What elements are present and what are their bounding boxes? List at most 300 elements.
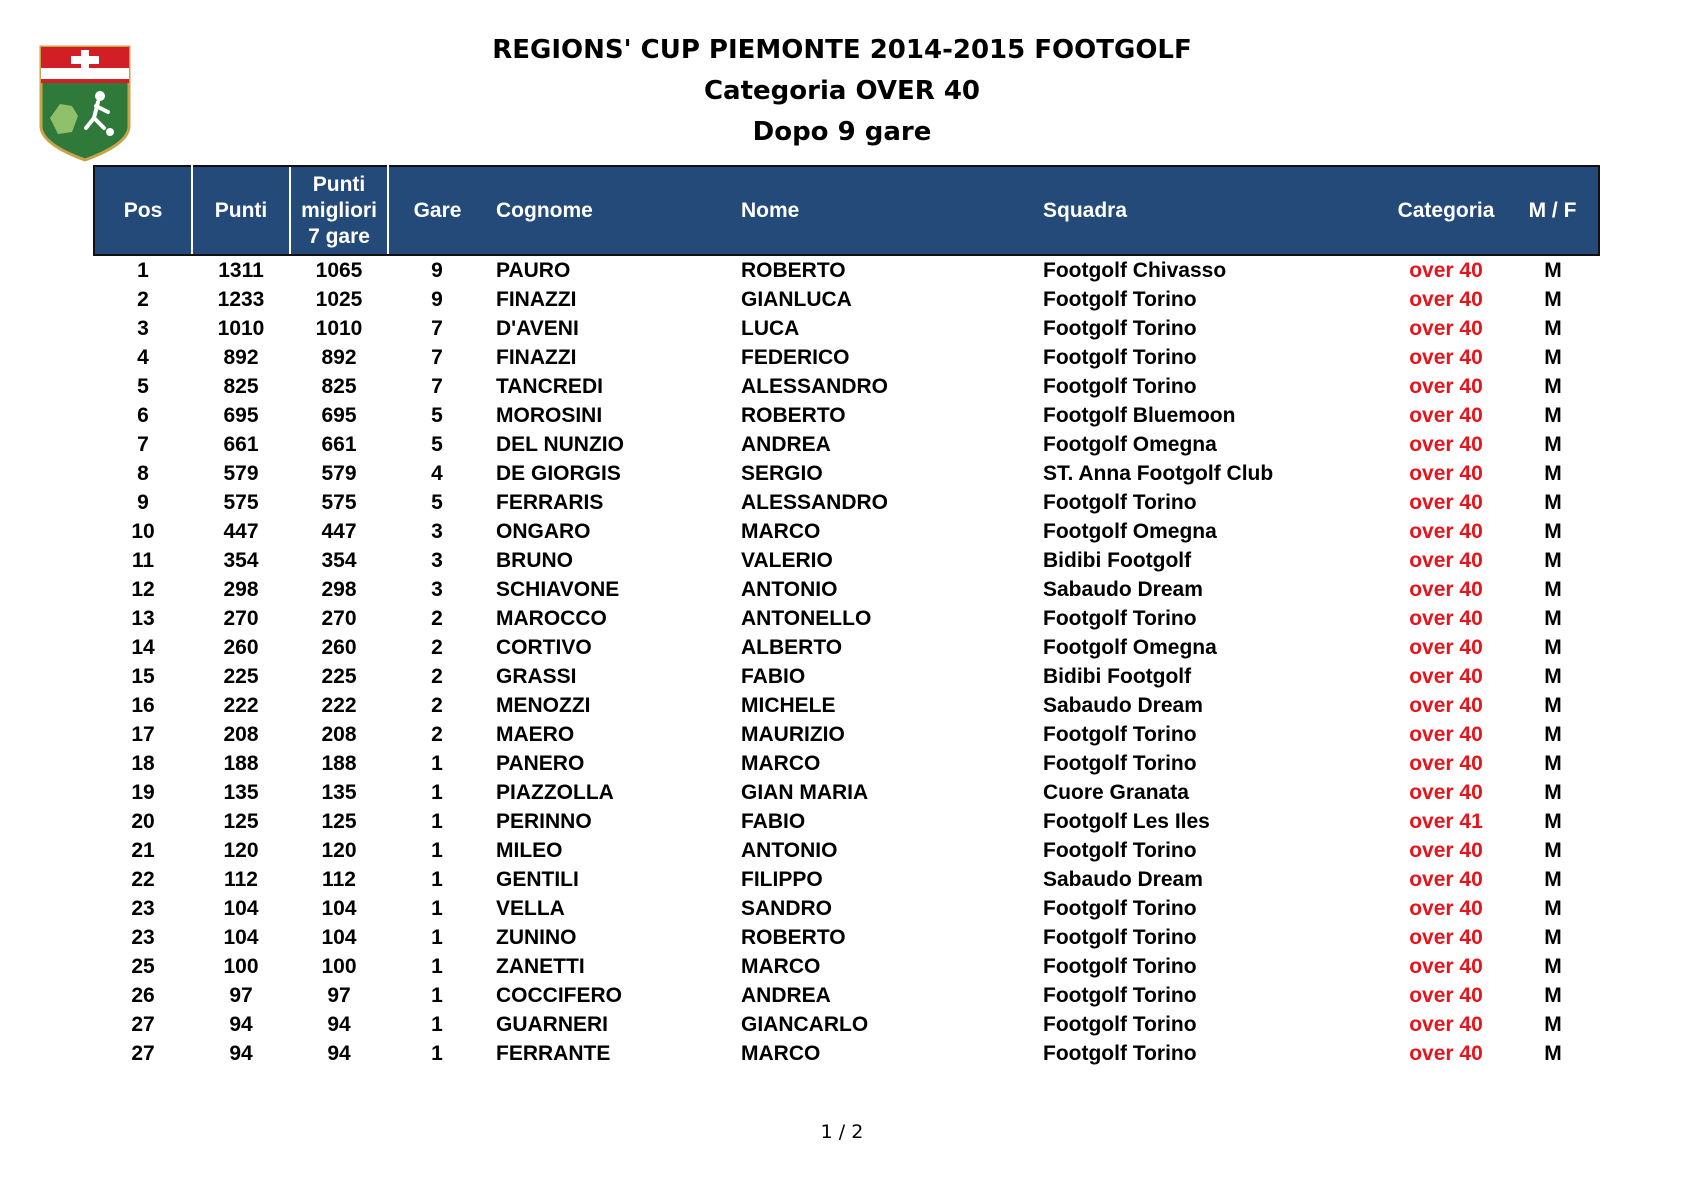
cell-cognome: MAERO: [496, 723, 575, 746]
cell-gare: 1: [431, 1042, 443, 1065]
cell-categoria: over 40: [1409, 926, 1483, 949]
cell-punti-migliori: 354: [321, 549, 357, 572]
cell-nome: ALBERTO: [741, 636, 843, 659]
table-row: [94, 1010, 1599, 1039]
cell-cognome: ZANETTI: [496, 955, 585, 978]
cell-cognome: GUARNERI: [496, 1013, 609, 1036]
cell-punti-migliori: 135: [321, 781, 357, 804]
cell-mf: M: [1544, 926, 1562, 949]
cell-pos: 23: [131, 897, 155, 920]
table-row: [94, 430, 1599, 459]
cell-cognome: PERINNO: [496, 810, 592, 833]
cell-nome: SANDRO: [741, 897, 833, 920]
cell-squadra: Footgolf Torino: [1043, 1013, 1197, 1036]
cell-nome: FEDERICO: [741, 346, 850, 369]
cell-punti-migliori: 579: [321, 462, 357, 485]
cell-squadra: Sabaudo Dream: [1043, 868, 1203, 891]
cell-pos: 5: [137, 375, 149, 398]
cell-gare: 1: [431, 868, 443, 891]
cell-nome: VALERIO: [741, 549, 833, 572]
cell-pos: 3: [137, 317, 149, 340]
cell-cognome: PAURO: [496, 259, 571, 282]
cell-cognome: CORTIVO: [496, 636, 592, 659]
cell-pos: 26: [131, 984, 155, 1007]
cell-nome: GIAN MARIA: [741, 781, 869, 804]
cell-pos: 25: [131, 955, 155, 978]
cell-categoria: over 40: [1409, 288, 1483, 311]
col-header-squadra: Squadra: [1033, 166, 1385, 255]
cell-categoria: over 40: [1409, 549, 1483, 572]
cell-punti-migliori: 270: [321, 607, 357, 630]
cell-punti: 892: [223, 346, 259, 369]
cell-nome: FABIO: [741, 665, 806, 688]
table-row: [94, 807, 1599, 836]
cell-gare: 1: [431, 839, 443, 862]
cell-categoria: over 40: [1409, 462, 1483, 485]
cell-punti-migliori: 695: [321, 404, 357, 427]
cell-nome: GIANCARLO: [741, 1013, 869, 1036]
cell-mf: M: [1544, 636, 1562, 659]
cell-punti: 354: [223, 549, 259, 572]
table-row: [94, 401, 1599, 430]
cell-categoria: over 40: [1409, 984, 1483, 1007]
cell-punti: 298: [223, 578, 259, 601]
cell-mf: M: [1544, 288, 1562, 311]
cell-mf: M: [1544, 462, 1562, 485]
cell-cognome: FINAZZI: [496, 288, 577, 311]
cell-punti-migliori: 1010: [315, 317, 363, 340]
cell-pos: 1: [137, 259, 149, 282]
cell-categoria: over 40: [1409, 578, 1483, 601]
cell-categoria: over 40: [1409, 607, 1483, 630]
cell-gare: 1: [431, 984, 443, 1007]
cell-pos: 6: [137, 404, 149, 427]
cell-punti: 825: [223, 375, 259, 398]
cell-pos: 7: [137, 433, 149, 456]
cell-punti: 1233: [217, 288, 265, 311]
cell-squadra: Footgolf Omegna: [1043, 433, 1217, 456]
page-number: 1 / 2: [820, 1121, 864, 1143]
cell-mf: M: [1544, 578, 1562, 601]
cell-pos: 13: [131, 607, 155, 630]
cell-punti: 112: [224, 868, 258, 891]
cell-gare: 4: [431, 462, 443, 485]
cell-categoria: over 40: [1409, 1042, 1483, 1065]
cell-nome: FABIO: [741, 810, 806, 833]
cell-punti-migliori: 112: [322, 868, 356, 891]
cell-categoria: over 40: [1409, 636, 1483, 659]
cell-mf: M: [1544, 1013, 1562, 1036]
cell-punti-migliori: 208: [321, 723, 357, 746]
table-row: [94, 255, 1599, 285]
cell-cognome: VELLA: [496, 897, 565, 920]
cell-nome: MARCO: [741, 955, 821, 978]
cell-pos: 15: [131, 665, 155, 688]
cell-cognome: D'AVENI: [496, 317, 579, 340]
cell-squadra: Footgolf Chivasso: [1043, 259, 1227, 282]
cell-mf: M: [1544, 897, 1562, 920]
cell-squadra: Sabaudo Dream: [1043, 694, 1203, 717]
cell-pos: 21: [131, 839, 155, 862]
cell-punti: 579: [223, 462, 259, 485]
cell-nome: ROBERTO: [741, 404, 846, 427]
standings-table: [93, 165, 1600, 1068]
cell-categoria: over 40: [1409, 665, 1483, 688]
cell-mf: M: [1544, 491, 1562, 514]
cell-cognome: MOROSINI: [496, 404, 603, 427]
cell-categoria: over 40: [1409, 375, 1483, 398]
cell-gare: 1: [431, 781, 443, 804]
cell-categoria: over 40: [1409, 781, 1483, 804]
document-title: REGIONS' CUP PIEMONTE 2014-2015 FOOTGOLF: [492, 35, 1192, 65]
col-header-categoria: Categoria: [1385, 166, 1507, 255]
cell-nome: MARCO: [741, 752, 821, 775]
table-row: [94, 314, 1599, 343]
races-note: Dopo 9 gare: [752, 117, 932, 147]
cell-gare: 2: [431, 607, 443, 630]
cell-squadra: Footgolf Torino: [1043, 984, 1197, 1007]
cell-gare: 2: [431, 665, 443, 688]
cell-gare: 1: [431, 752, 443, 775]
cell-punti: 575: [223, 491, 259, 514]
cell-punti-migliori: 892: [321, 346, 357, 369]
cell-nome: LUCA: [741, 317, 800, 340]
cell-mf: M: [1544, 752, 1562, 775]
cell-squadra: Bidibi Footgolf: [1043, 665, 1192, 688]
cell-mf: M: [1544, 549, 1562, 572]
table-row: [94, 604, 1599, 633]
cell-pos: 9: [137, 491, 149, 514]
cell-mf: M: [1544, 723, 1562, 746]
cell-punti-migliori: 575: [321, 491, 357, 514]
cell-squadra: Footgolf Torino: [1043, 607, 1197, 630]
table-row: [94, 865, 1599, 894]
cell-nome: ANTONIO: [741, 578, 838, 601]
cell-punti-migliori: 447: [321, 520, 357, 543]
cell-gare: 1: [431, 1013, 443, 1036]
cell-categoria: over 40: [1409, 694, 1483, 717]
cell-gare: 3: [431, 520, 443, 543]
cell-gare: 9: [431, 259, 443, 282]
cell-squadra: Cuore Granata: [1043, 781, 1189, 804]
cell-punti-migliori: 1025: [315, 288, 363, 311]
cell-pos: 4: [137, 346, 149, 369]
cell-cognome: TANCREDI: [496, 375, 603, 398]
cell-mf: M: [1544, 868, 1562, 891]
cell-gare: 1: [431, 926, 443, 949]
cell-punti: 260: [223, 636, 259, 659]
cell-nome: ANDREA: [741, 984, 831, 1007]
cell-pos: 27: [131, 1013, 155, 1036]
col-header-punti: Punti: [192, 166, 290, 255]
cell-cognome: ONGARO: [496, 520, 591, 543]
cell-squadra: Sabaudo Dream: [1043, 578, 1203, 601]
cell-cognome: PANERO: [496, 752, 585, 775]
cell-punti: 695: [223, 404, 259, 427]
cell-cognome: DEL NUNZIO: [496, 433, 624, 456]
cell-cognome: FERRANTE: [496, 1042, 611, 1065]
cell-categoria: over 40: [1409, 346, 1483, 369]
cell-punti-migliori: 94: [327, 1042, 351, 1065]
cell-categoria: over 40: [1409, 491, 1483, 514]
cell-categoria: over 40: [1409, 839, 1483, 862]
cell-gare: 5: [431, 404, 443, 427]
cell-gare: 2: [431, 694, 443, 717]
cell-punti-migliori: 222: [321, 694, 357, 717]
cell-squadra: Footgolf Omegna: [1043, 520, 1217, 543]
table-row: [94, 952, 1599, 981]
cell-mf: M: [1544, 404, 1562, 427]
table-row: [94, 720, 1599, 749]
cell-mf: M: [1544, 810, 1562, 833]
cell-punti-migliori: 104: [321, 926, 357, 949]
cell-cognome: DE GIORGIS: [496, 462, 621, 485]
table-row: [94, 575, 1599, 604]
cell-pos: 12: [131, 578, 155, 601]
cell-categoria: over 40: [1409, 955, 1483, 978]
cell-gare: 9: [431, 288, 443, 311]
cell-nome: ALESSANDRO: [741, 491, 889, 514]
cell-mf: M: [1544, 375, 1562, 398]
table-row: [94, 981, 1599, 1010]
table-row: [94, 459, 1599, 488]
table-row: [94, 1039, 1599, 1068]
cell-punti: 1311: [218, 259, 264, 282]
cell-punti-migliori: 97: [327, 984, 351, 1007]
cell-mf: M: [1544, 781, 1562, 804]
cell-mf: M: [1544, 317, 1562, 340]
col-header-cognome: Cognome: [486, 166, 731, 255]
cell-pos: 2: [137, 288, 149, 311]
cell-squadra: Footgolf Torino: [1043, 839, 1197, 862]
cell-squadra: Footgolf Torino: [1043, 955, 1197, 978]
cell-cognome: ZUNINO: [496, 926, 577, 949]
table-row: [94, 691, 1599, 720]
table-row: [94, 662, 1599, 691]
cell-nome: ANTONIO: [741, 839, 838, 862]
table-body: [94, 255, 1599, 1068]
cell-squadra: Footgolf Torino: [1043, 375, 1197, 398]
table-row: [94, 517, 1599, 546]
cell-pos: 18: [131, 752, 155, 775]
cell-gare: 5: [431, 433, 443, 456]
cell-punti-migliori: 94: [327, 1013, 351, 1036]
cell-punti: 208: [223, 723, 259, 746]
table-row: [94, 488, 1599, 517]
cell-categoria: over 40: [1409, 752, 1483, 775]
cell-punti: 225: [223, 665, 259, 688]
cell-pos: 11: [131, 549, 155, 572]
cell-mf: M: [1544, 607, 1562, 630]
cell-cognome: COCCIFERO: [496, 984, 622, 1007]
cell-cognome: MENOZZI: [496, 694, 591, 717]
cell-nome: GIANLUCA: [741, 288, 852, 311]
table-row: [94, 778, 1599, 807]
cell-punti: 188: [223, 752, 259, 775]
cell-squadra: Footgolf Torino: [1043, 752, 1197, 775]
cell-pos: 22: [131, 868, 155, 891]
cell-pos: 8: [137, 462, 149, 485]
cell-categoria: over 40: [1409, 259, 1483, 282]
cell-squadra: Footgolf Torino: [1043, 926, 1197, 949]
col-header-gare: Gare: [388, 166, 486, 255]
cell-squadra: Footgolf Torino: [1043, 491, 1197, 514]
cell-categoria: over 40: [1409, 1013, 1483, 1036]
cell-squadra: Footgolf Torino: [1043, 1042, 1197, 1065]
table-row: [94, 749, 1599, 778]
cell-punti: 104: [223, 926, 259, 949]
table-row: [94, 836, 1599, 865]
cell-gare: 2: [431, 636, 443, 659]
cell-mf: M: [1544, 984, 1562, 1007]
col-header-pos: Pos: [94, 166, 192, 255]
cell-nome: MICHELE: [741, 694, 836, 717]
cell-mf: M: [1544, 839, 1562, 862]
cell-punti: 135: [223, 781, 259, 804]
cell-mf: M: [1544, 694, 1562, 717]
cell-punti-migliori: 120: [321, 839, 357, 862]
cell-gare: 1: [431, 955, 443, 978]
cell-categoria: over 40: [1409, 723, 1483, 746]
cell-nome: ROBERTO: [741, 926, 846, 949]
table-row: [94, 546, 1599, 575]
cell-pos: 27: [131, 1042, 155, 1065]
cell-gare: 5: [431, 491, 443, 514]
cell-nome: MARCO: [741, 520, 821, 543]
cell-punti: 270: [223, 607, 259, 630]
cell-squadra: Footgolf Torino: [1043, 346, 1197, 369]
cell-punti-migliori: 104: [321, 897, 357, 920]
cell-punti-migliori: 225: [321, 665, 357, 688]
cell-cognome: GRASSI: [496, 665, 577, 688]
cell-punti-migliori: 100: [321, 955, 357, 978]
cell-punti-migliori: 298: [321, 578, 357, 601]
cell-categoria: over 40: [1409, 317, 1483, 340]
cell-punti: 125: [223, 810, 259, 833]
cell-squadra: Footgolf Bluemoon: [1043, 404, 1236, 427]
cell-punti: 661: [223, 433, 259, 456]
cell-mf: M: [1544, 259, 1562, 282]
cell-punti-migliori: 825: [321, 375, 357, 398]
cell-nome: ALESSANDRO: [741, 375, 889, 398]
cell-squadra: Footgolf Torino: [1043, 317, 1197, 340]
cell-gare: 2: [431, 723, 443, 746]
cell-punti-migliori: 188: [321, 752, 357, 775]
cell-cognome: PIAZZOLLA: [496, 781, 614, 804]
cell-nome: ROBERTO: [741, 259, 846, 282]
cell-cognome: FINAZZI: [496, 346, 577, 369]
table-row: [94, 343, 1599, 372]
cell-squadra: Footgolf Omegna: [1043, 636, 1217, 659]
cell-cognome: MILEO: [496, 839, 563, 862]
cell-mf: M: [1544, 520, 1562, 543]
cell-gare: 3: [431, 549, 443, 572]
cell-punti-migliori: 661: [321, 433, 357, 456]
cell-punti: 447: [223, 520, 259, 543]
cell-pos: 20: [131, 810, 155, 833]
cell-cognome: BRUNO: [496, 549, 573, 572]
cell-punti: 94: [229, 1013, 253, 1036]
cell-pos: 16: [131, 694, 155, 717]
cell-categoria: over 41: [1409, 810, 1483, 833]
cell-punti-migliori: 260: [321, 636, 357, 659]
cell-squadra: ST. Anna Footgolf Club: [1043, 462, 1274, 485]
cell-pos: 10: [131, 520, 155, 543]
cell-nome: FILIPPO: [741, 868, 823, 891]
cell-cognome: FERRARIS: [496, 491, 604, 514]
cell-categoria: over 40: [1409, 868, 1483, 891]
cell-cognome: MAROCCO: [496, 607, 607, 630]
cell-gare: 7: [431, 317, 443, 340]
col-header-punti-migliori: [290, 166, 388, 255]
cell-categoria: over 40: [1409, 520, 1483, 543]
cell-punti: 104: [223, 897, 259, 920]
table-row: [94, 894, 1599, 923]
cell-punti: 222: [223, 694, 259, 717]
cell-pos: 14: [131, 636, 155, 659]
cell-punti: 100: [223, 955, 259, 978]
col-header-punti-migliori-line2: migliori: [301, 198, 377, 222]
cell-mf: M: [1544, 1042, 1562, 1065]
cell-squadra: Footgolf Torino: [1043, 288, 1197, 311]
cell-gare: 1: [431, 897, 443, 920]
cell-categoria: over 40: [1409, 404, 1483, 427]
category-subtitle: Categoria OVER 40: [703, 76, 981, 106]
cell-nome: MARCO: [741, 1042, 821, 1065]
cell-pos: 17: [131, 723, 155, 746]
cell-nome: ANDREA: [741, 433, 831, 456]
cell-mf: M: [1544, 665, 1562, 688]
cell-squadra: Footgolf Torino: [1043, 723, 1197, 746]
cell-punti: 97: [229, 984, 253, 1007]
table-header-row: [94, 166, 1599, 255]
col-header-punti-migliori-line3: 7 gare: [308, 224, 370, 248]
cell-cognome: GENTILI: [496, 868, 579, 891]
table-row: [94, 372, 1599, 401]
cell-pos: 23: [131, 926, 155, 949]
cell-gare: 7: [431, 375, 443, 398]
cell-squadra: Footgolf Les Iles: [1043, 810, 1210, 833]
col-header-mf: M / F: [1507, 166, 1599, 255]
col-header-nome: Nome: [731, 166, 1033, 255]
table-row: [94, 923, 1599, 952]
cell-squadra: Bidibi Footgolf: [1043, 549, 1192, 572]
document-header: [0, 30, 1684, 153]
table-row: [94, 633, 1599, 662]
cell-nome: MAURIZIO: [741, 723, 845, 746]
cell-squadra: Footgolf Torino: [1043, 897, 1197, 920]
cell-mf: M: [1544, 433, 1562, 456]
cell-gare: 3: [431, 578, 443, 601]
cell-punti: 120: [223, 839, 259, 862]
cell-punti: 1010: [217, 317, 265, 340]
col-header-punti-migliori-line1: Punti: [312, 172, 366, 196]
cell-gare: 1: [431, 810, 443, 833]
cell-punti-migliori: 125: [321, 810, 357, 833]
cell-cognome: SCHIAVONE: [496, 578, 620, 601]
cell-mf: M: [1544, 346, 1562, 369]
cell-categoria: over 40: [1409, 897, 1483, 920]
cell-nome: ANTONELLO: [741, 607, 872, 630]
cell-categoria: over 40: [1409, 433, 1483, 456]
cell-pos: 19: [131, 781, 155, 804]
cell-gare: 7: [431, 346, 443, 369]
cell-punti: 94: [229, 1042, 253, 1065]
cell-mf: M: [1544, 955, 1562, 978]
table-row: [94, 285, 1599, 314]
cell-punti-migliori: 1065: [315, 259, 363, 282]
cell-nome: SERGIO: [741, 462, 823, 485]
